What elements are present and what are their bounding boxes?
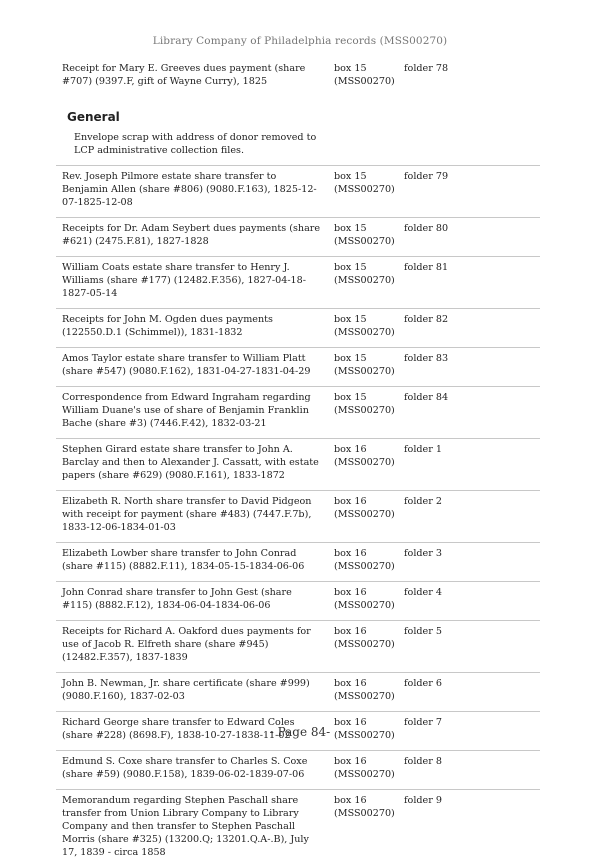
item-folder: folder 2 [404, 496, 442, 507]
collection-id: (MSS00270) [334, 236, 395, 247]
box-number: box 16 [334, 756, 367, 767]
item-description: Elizabeth Lowber share transfer to John Conrad (share #115) (8882.F.11), 1834-05-15-1834-06-06 [62, 548, 305, 572]
box-number: box 15 [334, 223, 367, 234]
item-description: John B. Newman, Jr. share certificate (share #999) (9080.F.160), 1837-02-03 [62, 678, 310, 702]
container-list [56, 58, 540, 867]
item-folder: folder 8 [404, 756, 442, 767]
item-description: Receipt for Mary E. Greeves dues payment (share #707) (9397.F, gift of Wayne Curry), 1825 [62, 63, 306, 87]
box-number: box 16 [334, 678, 367, 689]
collection-id: (MSS00270) [334, 769, 395, 780]
item-folder: folder 9 [404, 795, 442, 806]
item-folder: folder 83 [404, 353, 449, 364]
collection-id: (MSS00270) [334, 184, 395, 195]
item-description: Amos Taylor estate share transfer to William Platt (share #547) (9080.F.162), 1831-04-27-1831-04-29 [62, 353, 311, 377]
item-folder: folder 78 [404, 63, 449, 74]
box-number: box 16 [334, 626, 367, 637]
item-folder: folder 6 [404, 678, 442, 689]
item-box [334, 677, 398, 703]
list-item [56, 789, 540, 867]
item-box [334, 261, 398, 287]
section-note: Envelope scrap with address of donor removed to LCP administrative collection files. [74, 132, 317, 156]
collection-id: (MSS00270) [334, 327, 395, 338]
item-box [334, 495, 398, 521]
list-item [56, 490, 540, 542]
item-description: Receipts for Richard A. Oakford dues payments for use of Jacob R. Elfreth share (share #945) (12482.F.357), 1837-1839 [62, 626, 311, 663]
item-folder: folder 80 [404, 223, 449, 234]
item-folder: folder 4 [404, 587, 442, 598]
item-box [334, 391, 398, 417]
item-box [334, 170, 398, 196]
box-number: box 16 [334, 587, 367, 598]
page-number: - Page 84- [269, 725, 331, 739]
collection-id: (MSS00270) [334, 639, 395, 650]
box-number: box 16 [334, 444, 367, 455]
box-number: box 15 [334, 262, 367, 273]
item-description: Correspondence from Edward Ingraham regarding William Duane's use of share of Benjamin Franklin Bache (share #3) (7446.F.42), 1832-03-21 [62, 392, 311, 429]
entries-list [56, 165, 540, 867]
item-box [334, 222, 398, 248]
item-folder: folder 82 [404, 314, 449, 325]
list-item [56, 750, 540, 789]
item-box [334, 625, 398, 651]
list-item [56, 438, 540, 490]
box-number: box 16 [334, 795, 367, 806]
section-title: General [67, 110, 120, 124]
list-item [56, 542, 540, 581]
item-box [334, 755, 398, 781]
list-item [56, 672, 540, 711]
page-header: Library Company of Philadelphia records (MSS00270) [152, 35, 448, 47]
item-folder: folder 84 [404, 392, 449, 403]
box-number: box 15 [334, 171, 367, 182]
collection-id: (MSS00270) [334, 808, 395, 819]
collection-id: (MSS00270) [334, 76, 395, 87]
list-item [56, 165, 540, 217]
item-description: Stephen Girard estate share transfer to John A. Barclay and then to Alexander J. Cassatt, with estate papers (share #629) (9080.F.161), 1833-1872 [62, 444, 319, 481]
collection-id: (MSS00270) [334, 457, 395, 468]
item-folder: folder 7 [404, 717, 442, 728]
item-description: Edmund S. Coxe share transfer to Charles S. Coxe (share #59) (9080.F.158), 1839-06-02-1839-07-06 [62, 756, 308, 780]
box-number: box 15 [334, 63, 367, 74]
item-description: William Coats estate share transfer to Henry J. Williams (share #177) (12482.F.356), 1827-04-18-1827-05-14 [62, 262, 307, 299]
collection-id: (MSS00270) [334, 366, 395, 377]
item-folder: folder 5 [404, 626, 442, 637]
item-description: John Conrad share transfer to John Gest (share #115) (8882.F.12), 1834-06-04-1834-06-06 [62, 587, 292, 611]
item-folder: folder 81 [404, 262, 449, 273]
item-box [334, 352, 398, 378]
item-folder: folder 3 [404, 548, 442, 559]
box-number: box 16 [334, 717, 367, 728]
list-item [56, 58, 540, 96]
item-description: Receipts for Dr. Adam Seybert dues payments (share #621) (2475.F.81), 1827-1828 [62, 223, 321, 247]
box-number: box 15 [334, 314, 367, 325]
item-box [334, 443, 398, 469]
item-description: Memorandum regarding Stephen Paschall share transfer from Union Library Company to Library Company and then transfer to Stephen Paschall Morris (share #325) (13200.Q; 13201.Q.A-.B), July 17, 1839 - circa 1858 [62, 795, 309, 858]
box-number: box 16 [334, 548, 367, 559]
box-number: box 15 [334, 392, 367, 403]
collection-id: (MSS00270) [334, 600, 395, 611]
list-item [56, 256, 540, 308]
item-description: Richard George share transfer to Edward Coles (share #228) (8698.F), 1838-10-27-1838-11-02 [62, 717, 295, 741]
list-item [56, 217, 540, 256]
item-box [334, 794, 398, 820]
item-description: Elizabeth R. North share transfer to David Pidgeon with receipt for payment (share #483) (7447.F.7b), 1833-12-06-1834-01-03 [62, 496, 312, 533]
collection-id: (MSS00270) [334, 691, 395, 702]
item-description: Rev. Joseph Pilmore estate share transfer to Benjamin Allen (share #806) (9080.F.163), 1825-12-07-1825-12-08 [62, 171, 317, 208]
item-box [334, 547, 398, 573]
item-box [334, 62, 398, 88]
item-folder: folder 1 [404, 444, 442, 455]
list-item [56, 386, 540, 438]
item-box [334, 313, 398, 339]
collection-id: (MSS00270) [334, 509, 395, 520]
box-number: box 15 [334, 353, 367, 364]
box-number: box 16 [334, 496, 367, 507]
list-item [56, 581, 540, 620]
list-item [56, 347, 540, 386]
collection-id: (MSS00270) [334, 275, 395, 286]
list-item [56, 308, 540, 347]
item-box [334, 586, 398, 612]
collection-id: (MSS00270) [334, 561, 395, 572]
item-folder: folder 79 [404, 171, 449, 182]
item-description: Receipts for John M. Ogden dues payments (122550.D.1 (Schimmel)), 1831-1832 [62, 314, 273, 338]
collection-id: (MSS00270) [334, 730, 395, 741]
collection-id: (MSS00270) [334, 405, 395, 416]
list-item [56, 620, 540, 672]
